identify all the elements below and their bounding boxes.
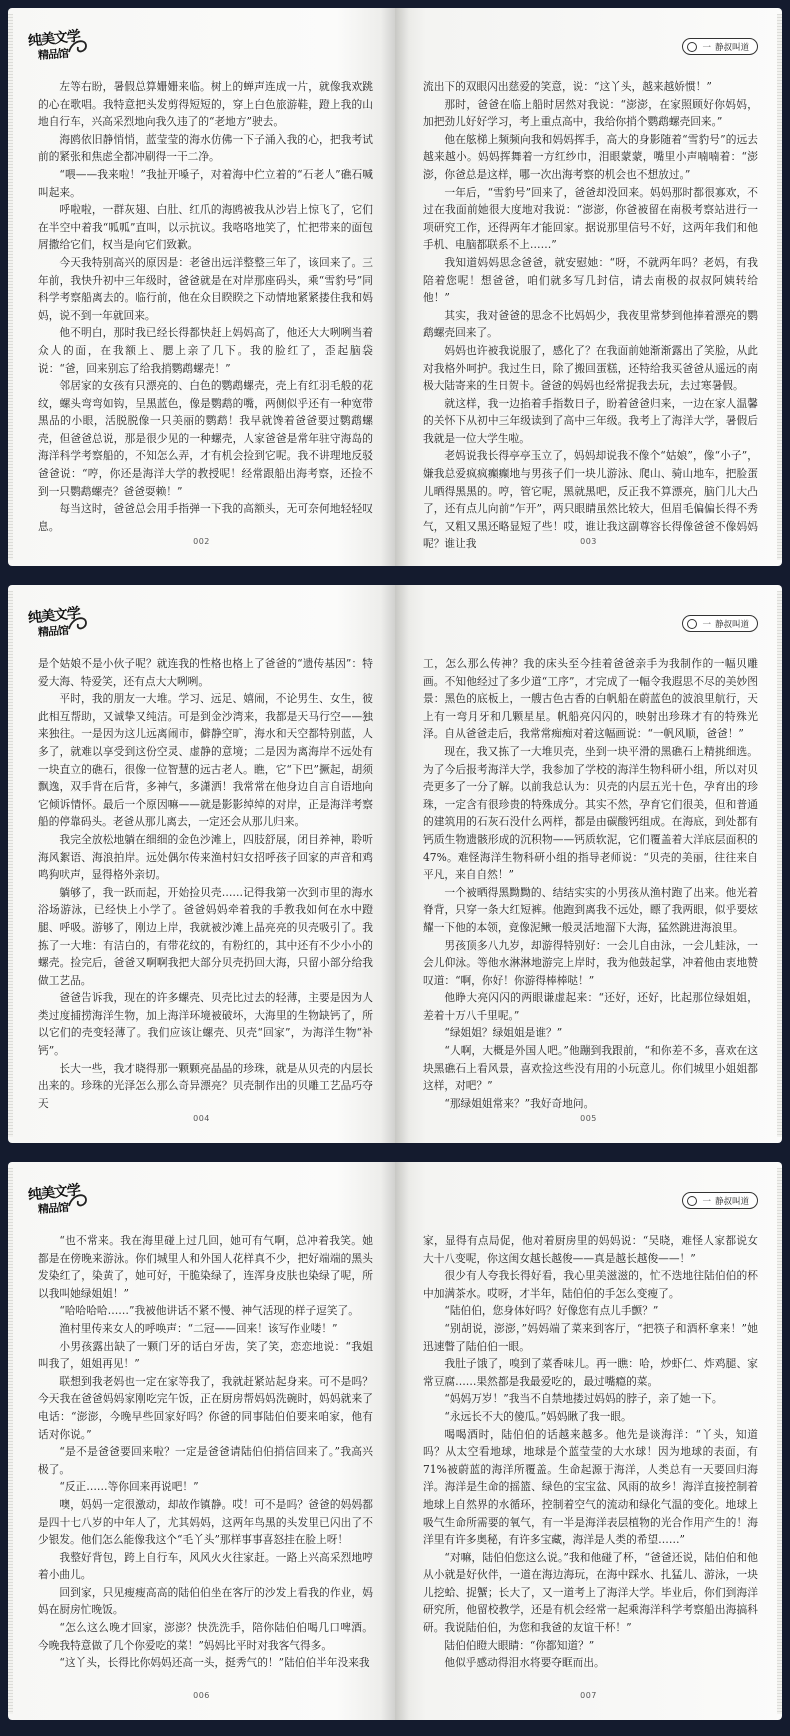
swirl-icon — [66, 613, 90, 635]
paragraph: 工，怎么那么传神？我的床头至今挂着爸爸亲手为我制作的一幅贝雕画。不知他经过了多少道“工序”，才完成了一幅令我遐思不尽的美妙图景：黑色的底板上，一艘古色古香的白帆船在蔚蓝色的波浪里航行，天上有一弯月牙和几颗星星。帆船亮闪闪的，映射出珍珠才有的特殊光泽。自从爸爸走后，我常常痴痴对着这幅画说：“一帆风顺，爸爸！” — [423, 657, 758, 741]
chapter-badge — [682, 38, 758, 55]
paragraph: 陆伯伯瞪大眼睛：“你都知道？” — [444, 1638, 595, 1652]
gutter-shadow — [381, 585, 395, 1143]
page-004 — [8, 585, 395, 1143]
paragraph: 呼啦啦，一群灰翅、白肚、红爪的海鸥被我从沙岩上惊飞了，它们在半空中着我“呱呱”直叫，以示抗议。我咯咯地笑了，忙把带来的面包屑撒给它们，权当是向它们致歉。 — [38, 203, 373, 252]
series-logo — [28, 607, 92, 643]
body-text — [38, 1232, 373, 1672]
paragraph: “妈妈万岁！”我当不自禁地搂过妈妈的脖子，亲了她一下。 — [444, 1392, 723, 1406]
page-002 — [8, 8, 395, 566]
page-number: 005 — [580, 1114, 597, 1123]
paragraph: 是个姑娘不是小伙子呢？就连我的性格也格上了爸爸的“遗传基因”：特爱大海、特爱笑，还有点大大咧咧。 — [38, 657, 373, 688]
body-text — [423, 78, 758, 553]
page-edge — [8, 1168, 13, 1714]
chapter-badge — [682, 1192, 758, 1209]
paragraph: 邻居家的女孩有只漂亮的、白色的鹦鹉螺壳，壳上有红羽毛般的花纹，螺头弯弯如钩，呈黑蓝色，像是鹦鹉的嘴，两侧似乎还有一种宽带黑品的小眼，活脱脱像一只美丽的鹦鹉！我早就馋着爸爸要过鹦鹉螺壳，但爸爸总说，那是很少见的一种螺壳，人家爸爸是常年驻守海岛的海洋科学考察船的，不知怎么弄，才有机会捡到它呢。我不讲理地反驳爸爸说：“哼，你还是海洋大学的教授呢！经常跟船出海考察，还捡不到一只鹦鹉螺壳？爸爸耍赖！” — [38, 379, 373, 498]
chapter-title: 静叔叫道 — [714, 1196, 749, 1207]
page-number: 004 — [193, 1114, 210, 1123]
paragraph: “别胡说，澎澎，”妈妈端了菜来到客厅，“把筷子和酒杯拿来！”她迅速瞥了陆伯伯一眼。 — [423, 1321, 758, 1353]
paragraph: “怎么这么晚才回家，澎澎？快洗洗手，陪你陆伯伯喝几口啤酒。今晚我特意做了几个你爱吃的菜！”妈妈比平时对我客气得多。 — [38, 1621, 373, 1652]
paragraph: 他在舷梯上频频向我和妈妈挥手，高大的身影随着“雪豹号”的远去越来越小。妈妈挥舞着一方红纱巾，泪眼蒙蒙，嘴里小声喃喃着：“澎澎，你爸总是这样，哪一次出海考察的机会也不想放过。” — [423, 132, 758, 181]
paragraph: 一年后，“雪豹号”回来了，爸爸却没回来。妈妈那时都很寡欢，不过在我面前她很大度地对我说：“澎澎，你爸被留在南极考察站进行一项研究工作，还得两年才能回家。据说那里信号不好，这两年我们和他手机、电脑都联系不上……” — [423, 185, 758, 252]
paragraph: 渔村里传来女人的呼唤声：“二冠——回来！该写作业喽！” — [59, 1321, 338, 1335]
page-edge — [777, 1168, 782, 1714]
swirl-icon — [66, 1190, 90, 1212]
page-number: 002 — [193, 537, 210, 546]
gutter-shadow — [395, 1162, 409, 1720]
swirl-icon — [66, 36, 90, 58]
series-logo-line2: 精品馆 — [37, 46, 69, 63]
page-edge — [8, 591, 13, 1137]
series-logo-line2: 精品馆 — [37, 623, 69, 640]
gutter-shadow — [395, 8, 409, 566]
chapter-badge-dash: 一 — [702, 619, 711, 630]
paragraph: 喝喝酒时，陆伯伯的话越来越多。他先是谈海洋：“丫头，知道吗？从太空看地球，地球是个蓝莹莹的大水球！因为地球的表面，有71%被蔚蓝的海洋所覆盖。生命起源于海洋，人类总有一天要回归海洋。海洋是生命的摇篮、绿色的宝宝盆、风雨的故乡！海洋直接控制着地球上自然界的水循环，控制着空气的流动和绿化气温的变化。地球上吸气生命所需要的氧气，有一半是海洋表层植物的光合作用产生的！海洋里有许多奥秘，有许多宝藏，海洋是人类的希望……” — [423, 1427, 758, 1547]
paragraph: 他睁大亮闪闪的两眼谦虚起来：“还好，还好，比起那位绿姐姐，差着十万八千里呢。” — [423, 991, 758, 1022]
paragraph: 他似乎感动得泪水将要夺眶而出。 — [444, 1656, 605, 1670]
gutter-shadow — [395, 585, 409, 1143]
paragraph: “喂——我来啦！”我扯开嗓子，对着海中伫立着的“石老人”礁石喊叫起来。 — [38, 167, 373, 199]
page-003 — [395, 8, 782, 566]
paragraph: 海鸥依旧静悄悄，蓝莹莹的海水仿佛一下子涌入我的心，把我考试前的紧张和焦虑全都冲刷得一干二净。 — [38, 132, 373, 164]
paragraph: 我肚子饿了，嗅到了菜香味儿。再一瞧：哈，炒虾仁、炸鸡腿、家常豆腐……果然都是我最爱吃的，最过嘴瘾的菜。 — [423, 1357, 758, 1388]
paragraph: 每当这时，爸爸总会用手指弹一下我的高额头，无可奈何地轻轻叹息。 — [38, 502, 373, 533]
chapter-badge — [682, 615, 758, 632]
paragraph: “对嘛，陆伯伯您这么说。”我和他碰了杯，“爸爸还说，陆伯伯和他从小就是好伙伴，一道在海边海玩，在海中踩水、扎猛儿、游泳，一块儿挖蛤、捉蟹；长大了，又一道考上了海洋大学。毕业后，你们到海洋研究所，他留校教学，还是有机会经常一起乘海洋科学考察船出海搞科研。我说陆伯伯，为您和我爸的友谊干杯！” — [423, 1550, 758, 1635]
paragraph: 妈妈也许被我说服了，感化了？在我面前她渐渐露出了笑脸，从此对我格外呵护。我过生日，除了搬回蛋糕，还特给我买爸爸从遥远的南极大陆寄来的生日贺卡。爸爸的妈妈也经常捉我去玩，去过寒暑假。 — [423, 343, 758, 393]
body-text — [38, 78, 373, 535]
paragraph: 长大一些，我才晓得那一颗颗亮晶晶的珍珠，就是从贝壳的内层长出来的。珍珠的光泽怎么那么奇异漂亮？贝壳制作出的贝雕工艺品巧夺天 — [38, 1061, 373, 1110]
paragraph: 一个被晒得黑黝黝的、结结实实的小男孩从渔村跑了出来。他光着脊背，只穿一条大红短裤。他跑到离我不远处，瞟了我两眼，似乎要炫耀一下他的本领，竟像泥鳅一般灵活地溜下大海，猛然跳进海浪里。 — [423, 885, 758, 934]
book-spread-2 — [8, 585, 782, 1143]
series-logo-line1: 纯美文学 — [27, 28, 81, 50]
chapter-badge-dash: 一 — [702, 42, 711, 53]
page-006 — [8, 1162, 395, 1720]
paragraph: “那绿姐姐常来？”我好奇地问。 — [444, 1096, 595, 1110]
series-logo-line1: 纯美文学 — [27, 1182, 81, 1204]
circle-icon — [687, 1196, 697, 1206]
paragraph: 很少有人夸我长得好看，我心里美滋滋的，忙不迭地往陆伯伯的杯中加满茶水。哎呀，才半年，陆伯伯的手怎么变瘦了。 — [423, 1269, 758, 1300]
paragraph: “反正……等你回来再说吧！” — [59, 1480, 199, 1494]
page-005 — [395, 585, 782, 1143]
gutter-shadow — [381, 1162, 395, 1720]
series-logo — [28, 30, 92, 66]
page-edge — [8, 14, 13, 560]
chapter-badge-dash: 一 — [702, 1196, 711, 1207]
body-text — [423, 655, 758, 1112]
paragraph: “也不常来。我在海里碰上过几回，她可有气啊，总冲着我笑。她都是在傍晚来游泳。你们城里人和外国人花样真不少，把好端端的黑头发染红了，染黄了，她可好，干脆染绿了，连浑身皮肤也染绿了呢，所以我叫她绿姐姐！” — [38, 1234, 373, 1300]
circle-icon — [687, 42, 697, 52]
gutter-shadow — [381, 8, 395, 566]
paragraph: 小男孩露出缺了一颗门牙的话白牙齿，笑了笑，恋恋地说：“我姐叫我了，姐姐再见！” — [38, 1339, 373, 1371]
paragraph: “永远长不大的傻瓜。”妈妈瞅了我一眼。 — [444, 1409, 632, 1423]
paragraph: “是不是爸爸要回来啦？一定是爸爸请陆伯伯捎信回来了。”我高兴极了。 — [38, 1445, 373, 1476]
paragraph: 我知道妈妈思念爸爸，就安慰她：“呀，不就两年吗？老妈，有我陪着您呢！想爸爸，咱们就多写几封信，请去南极的叔叔阿姨转给他！” — [423, 255, 758, 305]
paragraph: 就这样，我一边掐着手指数日子，盼着爸爸归来，一边在家人温馨的关怀下从初中三年级读到了高中三年级。我考上了海洋大学，暑假后我就是一位大学生啦。 — [423, 396, 758, 445]
paragraph: 平时，我的朋友一大堆。学习、远足、嬉闹，不论男生、女生，彼此相互帮助，又诚挚又纯洁。可是到金沙湾来，我都是天马行空——独来独往。一是因为这儿远离闹市，僻静空旷，海水和天空都特别蓝，人多了，就难以享受到这份空灵、虚静的意境；二是因为离海岸不远处有一块直立的礁石，很像一位智慧的远古老人。瞧，它“下巴”撅起，胡须飘逸，双手背在后背，多神气，多潇洒！我常常在他身边自言自语地向它倾诉情怀。最后一个原因嘛——就是影影绰绰的对岸，正是海洋考察船的停靠码头。老爸从那儿离去，一定还会从那儿归来。 — [38, 692, 373, 829]
paragraph: 我完全放松地躺在细细的金色沙滩上，四肢舒展，闭目养神，聆听海风絮语、海浪拍岸。远处偶尔传来渔村妇女招呼孩子回家的声音和鸡鸣狗吠声，显得格外亲切。 — [38, 832, 373, 882]
circle-icon — [687, 619, 697, 629]
paragraph: 噢，妈妈一定很激动，却故作镇静。哎！可不是吗？爸爸的妈妈都是四十七八岁的中年人了，尤其妈妈，这两年鸟黑的头发里已闪出了不少银发。他们怎么能像我这个“毛丫头”那样事事喜怒挂在脸上呀！ — [38, 1497, 373, 1547]
paragraph: 现在，我又拣了一大堆贝壳，坐到一块平滑的黑礁石上精挑细选。为了今后报考海洋大学，我参加了学校的海洋生物科研小组，所以对贝壳更多了一分了解。以前我总认为：贝壳的内层五光十色，孕育出的珍珠，一定含有很珍贵的特殊成分。其实不然，孕育它们很美，但和普通的建筑用的石灰石没什么两样，都是由碳酸钙组成。在海底，到处都有钙质生物遗骸形成的沉积物——钙质软泥，它们覆盖着大洋底层面积的47%。难怪海洋生物科研小组的指导老师说：“贝壳的美丽，往往来自平凡，来自自然！” — [423, 744, 758, 882]
paragraph: 那时，爸爸在临上船时居然对我说：“澎澎，在家照顾好你妈妈，加把劲儿好好学习，考上重点高中，我给你捎个鹦鹉螺壳回来。” — [423, 97, 758, 129]
paragraph: 男孩顶多八九岁，却游得特别好：一会儿自由泳，一会儿蛙泳，一会儿仰泳。等他水淋淋地游完上岸时，我为他鼓起掌，冲着他由衷地赞叹道：“啊，你好！你游得棒棒哒！” — [423, 938, 758, 987]
paragraph: 爸爸告诉我，现在的许多螺壳、贝壳比过去的轻薄，主要是因为人类过度捕捞海洋生物，加上海洋环境被破坏，大海里的生物缺钙了，所以它们的壳变轻薄了。我们应该让螺壳、贝壳“回家”，为海洋生物“补钙”。 — [38, 991, 373, 1058]
paragraph: 联想到我老妈也一定在家等我了，我就赶紧站起身来。可不是吗？今天我在爸爸妈妈家刚吃完午饭，正在厨房帮妈妈洗碗时，妈妈就来了电话：“澎澎，今晚早些回家好吗？你爸的同事陆伯伯要来咱家，他有话对你说。” — [38, 1374, 373, 1441]
paragraph: 左等右盼，暑假总算姗姗来临。树上的蝉声连成一片，就像我欢跳的心在歌唱。我特意把头发剪得短短的，穿上白色旅游鞋，蹬上我的山地自行车，兴高采烈地向我久违了的“老地方”驶去。 — [38, 80, 373, 129]
paragraph: “这丫头，长得比你妈妈还高一头，挺秀气的！”陆伯伯半年没来我 — [59, 1656, 370, 1670]
paragraph: “陆伯伯，您身体好吗？好像您有点儿手颤？” — [444, 1304, 659, 1318]
page-number: 006 — [193, 1691, 210, 1700]
paragraph: 流出下的双眼闪出慈爱的笑意，说：“这丫头，越来越娇惯！” — [423, 80, 712, 93]
page-edge — [777, 591, 782, 1137]
series-logo — [28, 1184, 92, 1220]
book-spread-1 — [8, 8, 782, 566]
book-spread-3 — [8, 1162, 782, 1720]
body-text — [423, 1232, 758, 1672]
chapter-title: 静叔叫道 — [714, 42, 749, 53]
series-logo-line1: 纯美文学 — [27, 605, 81, 627]
paragraph: “哈哈哈哈……”我被他讲话不紧不慢、神气活现的样子逗笑了。 — [59, 1304, 359, 1318]
paragraph: 今天我特别高兴的原因是：老爸出远洋整整三年了，该回来了。三年前，我快升初中三年级时，爸爸就是在对岸那座码头，乘“雪豹号”同科学考察船离去的。临行前，他在众目睽睽之下动情地紧紧搂住我和妈妈，说不到一年就回来。 — [38, 255, 373, 322]
page-number: 003 — [580, 537, 597, 546]
paragraph: 老妈说我长得亭亭玉立了，妈妈却说我不像个“姑娘”，像“小子”，嫌我总爱疯疯癫癫地与男孩子们一块儿游泳、爬山、骑山地车，把脸蛋儿晒得黑黑的。哼，管它呢，黑就黑吧，反正我不算漂亮，脑门儿大凸了，还有点儿向前“乍开”，两只眼睛虽然比较大，但眉毛偏偏长得不秀气，又粗又黑还略显短了些！哎，谁让我这副尊容长得像爸爸不像妈妈呢？谁让我 — [423, 449, 758, 551]
paragraph: 家，显得有点局促，他对着厨房里的妈妈说：“吴晓，难怪人家都说女大十八变呢，你这闺女越长越俊——真是越长越俊——！” — [423, 1234, 758, 1265]
page-007 — [395, 1162, 782, 1720]
page-edge — [777, 14, 782, 560]
body-text — [38, 655, 373, 1112]
paragraph: 其实，我对爸爸的思念不比妈妈少，我夜里常梦到他捧着漂亮的鹦鹉螺壳回来了。 — [423, 308, 758, 340]
paragraph: 他不明白，那时我已经长得都快赶上妈妈高了，他还大大咧咧当着众人的面，在我额上、腮上亲了几下。我的脸红了，歪起脑袋说：“爸，回来别忘了给我捎鹦鹉螺壳！” — [38, 326, 373, 375]
paragraph: “人啊，大概是外国人吧。”他蹦到我跟前，“和你差不多，喜欢在这块黑礁石上看风景，喜欢捡这些没有用的小玩意儿。你们城里小姐姐都这样，对吧？” — [423, 1044, 758, 1093]
paragraph: 我整好背包，跨上自行车，风风火火往家赶。一路上兴高采烈地哼着小曲儿。 — [38, 1550, 373, 1582]
paragraph: “绿姐姐？绿姐姐是谁？” — [444, 1026, 563, 1040]
paragraph: 回到家，只见瘦瘦高高的陆伯伯坐在客厅的沙发上看我的作业，妈妈在厨房忙晚饭。 — [38, 1585, 373, 1617]
page-number: 007 — [580, 1691, 597, 1700]
chapter-title: 静叔叫道 — [714, 619, 749, 630]
paragraph: 躺够了，我一跃而起，开始捡贝壳……记得我第一次到市里的海水浴场游泳，已经快上小学了。爸爸妈妈牵着我的手教我如何在水中蹬腿、呼吸。游够了，刚边上岸，我就被沙滩上晶亮亮的贝壳吸引了。我拣了一大堆：有洁白的，有带花纹的，有粉红的，其中还有不少小小的螺壳。捡完后，爸爸又啊啊我把大部分贝壳扔回大海，只留小部分给我做工艺品。 — [38, 885, 373, 987]
series-logo-line2: 精品馆 — [37, 1200, 69, 1217]
